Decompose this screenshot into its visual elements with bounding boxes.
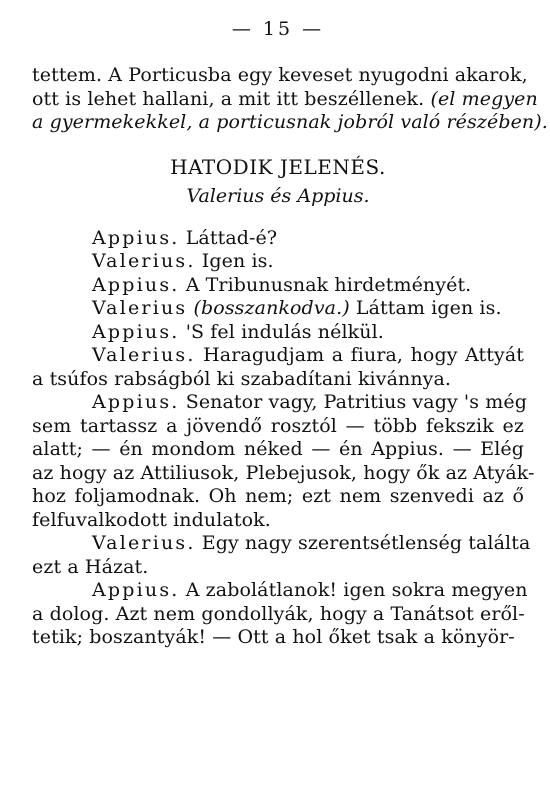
speech-line: ezt a Házat. [32, 555, 149, 578]
speech-line: felfuvalkodott indulatok. [32, 508, 271, 531]
speech [32, 532, 531, 579]
speech-first-line [32, 532, 531, 556]
speech-line: alatt; — én mondom néked — én Appius. — Elég [32, 438, 524, 460]
speech-text: Haragudjam a fiura, hogy Attyát [203, 344, 525, 366]
speech-first-line [32, 274, 524, 298]
speaker-name: Appius. [92, 226, 180, 249]
speech-line: a tsúfos rabságból ki szabadítani kivánnya. [32, 367, 452, 390]
speech [32, 321, 524, 345]
speech [32, 250, 524, 274]
stage-direction: (el megyen [430, 87, 538, 110]
page-number: — 15 — [231, 18, 325, 40]
speech-text: Láttam igen is. [349, 297, 502, 319]
speaker-name: Valerius. [92, 344, 196, 366]
speech-line: a dolog. Azt nem gondollyák, hogy a Tanátsot eről- [32, 602, 525, 625]
speech [32, 297, 524, 321]
speech-first-line [32, 297, 524, 321]
speech-line: hoz foljamodnak. Oh nem; ezt nem szenvedi az ő [32, 485, 524, 507]
speech-text: 'S fel indulás nélkül. [185, 320, 384, 343]
speech-text: Igen is. [201, 250, 274, 272]
speech-line: sem tartassz a jövendő rosztól — több fekszik ez [32, 414, 524, 437]
speech-text: Senator vagy, Patritius vagy 's még [185, 391, 527, 413]
speaker-name: Valerius. [92, 250, 196, 272]
speech [32, 344, 524, 391]
speech-line: tetik; boszantyák! — Ott a hol őket tsak a könyör- [32, 626, 515, 648]
speech-first-line [32, 227, 524, 251]
speaker-name: Appius. [92, 391, 180, 413]
speaker-name: Appius. [92, 320, 180, 343]
text-line [32, 87, 538, 112]
speech-first-line [32, 344, 524, 368]
text-line: tettem. A Porticusba egy keveset nyugodni akarok, [32, 64, 528, 86]
speaker-name: Appius. [92, 273, 180, 296]
speech-text: Láttad-é? [185, 226, 278, 249]
speech-text: Egy nagy szerentsétlenség találta [201, 532, 531, 554]
speaker-name: Valerius. [92, 532, 196, 554]
stage-direction-line: a gyermekekkel, a porticusnak jobról való részében). [32, 111, 548, 133]
opening-paragraph [32, 64, 548, 135]
speaker-name: Valerius [92, 297, 188, 319]
speech-first-line [32, 250, 524, 274]
scene-heading: HATODIK JELENÉS. [170, 154, 386, 179]
scene-cast: Valerius és Appius. [186, 184, 370, 207]
text-span: ott is lehet hallani, a mit itt beszéllenek. [32, 87, 431, 110]
speech [32, 391, 535, 532]
speech-first-line [32, 579, 528, 603]
speech-text: A Tribunusnak hirdetményét. [185, 273, 472, 296]
speaker-name: Appius. [92, 579, 180, 601]
speech [32, 579, 528, 650]
speech [32, 227, 524, 251]
speech [32, 274, 524, 298]
speech-line: az hogy az Attiliusok, Plebejusok, hogy ők az Atyák- [32, 461, 535, 484]
speech-first-line [32, 321, 524, 345]
dialogue [32, 226, 535, 650]
stage-direction: (bosszankodva.) [193, 297, 350, 319]
speech-first-line [32, 391, 527, 415]
speech-text: A zabolátlanok! igen sokra megyen [185, 579, 528, 601]
